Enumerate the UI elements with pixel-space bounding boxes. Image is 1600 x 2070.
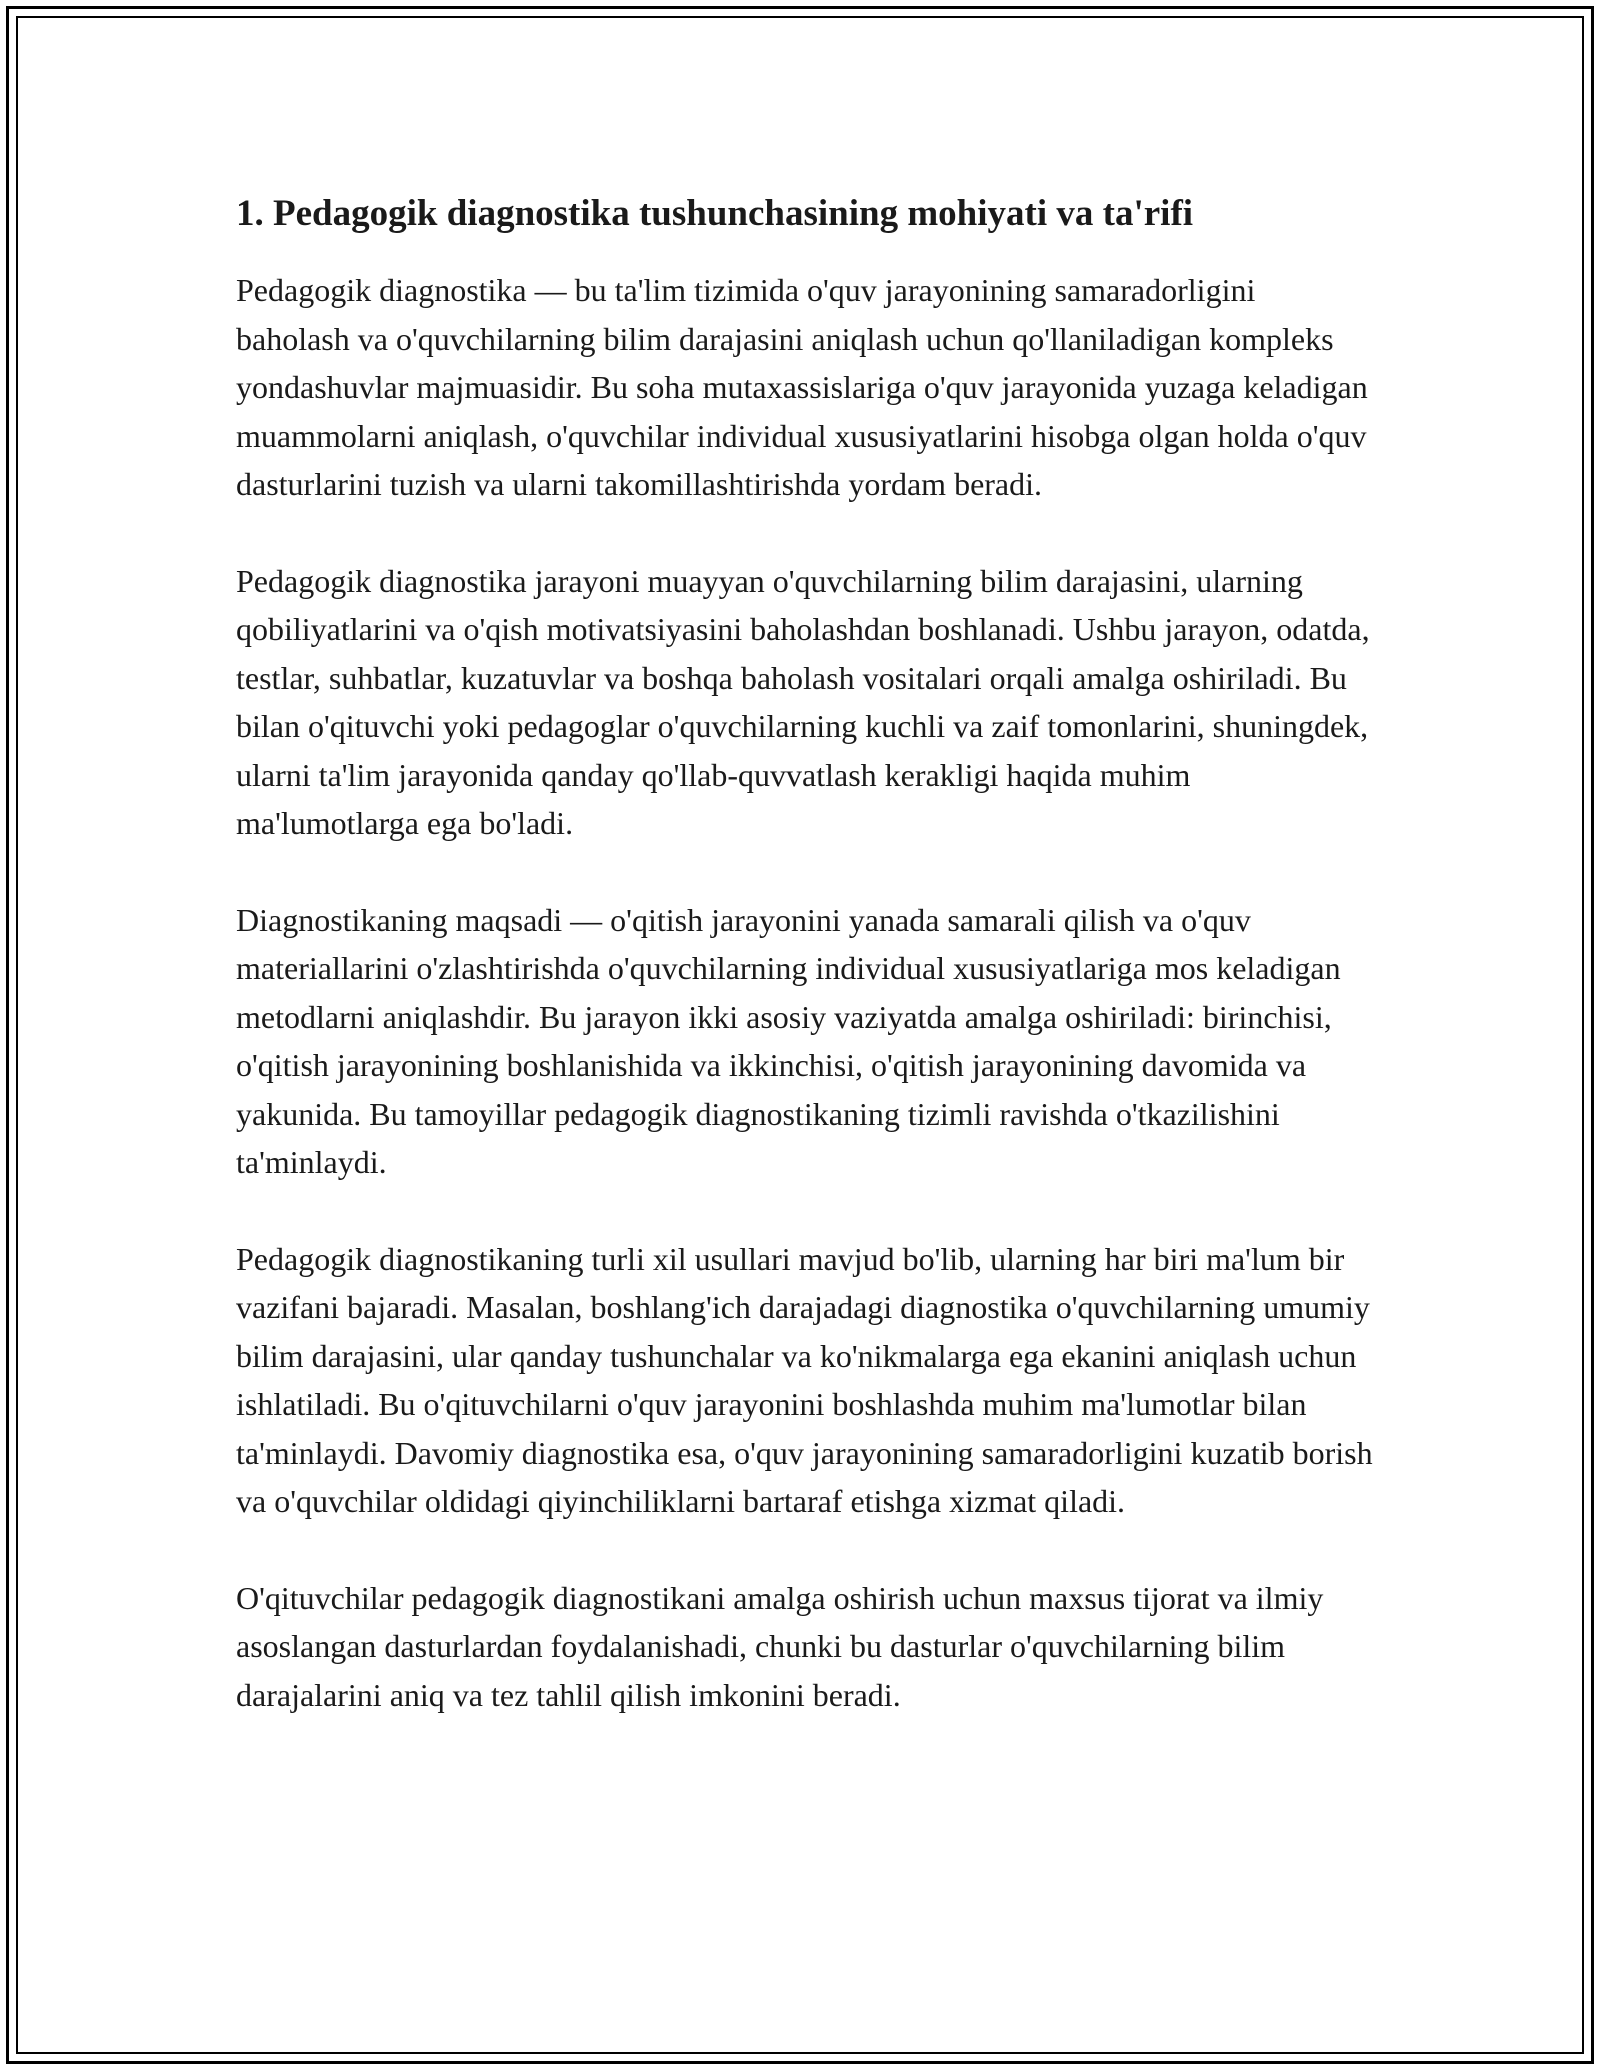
document-body — [236, 190, 1376, 1767]
section-heading: 1. Pedagogik diagnostika tushunchasining mohiyati va ta'rifi — [236, 193, 1194, 234]
paragraph-2: Pedagogik diagnostika jarayoni muayyan o'quvchilarning bilim darajasini, ularning qobiliyatlarini va o'qish motivatsiyasini baholashdan boshlanadi. Ushbu jarayon, odatda, testlar, suhbatlar, kuzatuvlar va boshqa baholash vositalari orqali amalga oshiriladi. Bu bilan o'qituvchi yoki pedagoglar o'quvchilarning kuchli va zaif tomonlarini, shuningdek, ularni ta'lim jarayonida qanday qo'llab-quvvatlash kerakligi haqida muhim ma'lumotlarga ega bo'ladi. — [236, 562, 1370, 841]
paragraph-1: Pedagogik diagnostika — bu ta'lim tizimida o'quv jarayonining samaradorligini baholash va o'quvchilarning bilim darajasini aniqlash uchun qo'llaniladigan kompleks yondashuvlar majmuasidir. Bu soha mutaxassislariga o'quv jarayonida yuzaga keladigan muammolarni aniqlash, o'quvchilar individual xususiyatlarini hisobga olgan holda o'quv dasturlarini tuzish va ularni takomillashtirishda yordam beradi. — [236, 272, 1368, 502]
paragraph-5: O'qituvchilar pedagogik diagnostikani amalga oshirish uchun maxsus tijorat va ilmiy asoslangan dasturlardan foydalanishadi, chunki bu dasturlar o'quvchilarning bilim darajalarini aniq va tez tahlil qilish imkonini beradi. — [236, 1579, 1324, 1713]
paragraph-3: Diagnostikaning maqsadi — o'qitish jarayonini yanada samarali qilish va o'quv materiallarini o'zlashtirishda o'quvchilarning individual xususiyatlariga mos keladigan metodlarni aniqlashdir. Bu jarayon ikki asosiy vaziyatda amalga oshiriladi: birinchisi, o'qitish jarayonining boshlanishida va ikkinchisi, o'qitish jarayonining davomida va yakunida. Bu tamoyillar pedagogik diagnostikaning tizimli ravishda o'tkazilishini ta'minlaydi. — [236, 901, 1341, 1180]
paragraph-4: Pedagogik diagnostikaning turli xil usullari mavjud bo'lib, ularning har biri ma'lum bir vazifani bajaradi. Masalan, boshlang'ich darajadagi diagnostika o'quvchilarning umumiy bilim darajasini, ular qanday tushunchalar va ko'nikmalarga ega ekanini aniqlash uchun ishlatiladi. Bu o'qituvchilarni o'quv jarayonini boshlashda muhim ma'lumotlar bilan ta'minlaydi. Davomiy diagnostika esa, o'quv jarayonining samaradorligini kuzatib borish va o'quvchilar oldidagi qiyinchiliklarni bartaraf etishga xizmat qiladi. — [236, 1240, 1373, 1519]
